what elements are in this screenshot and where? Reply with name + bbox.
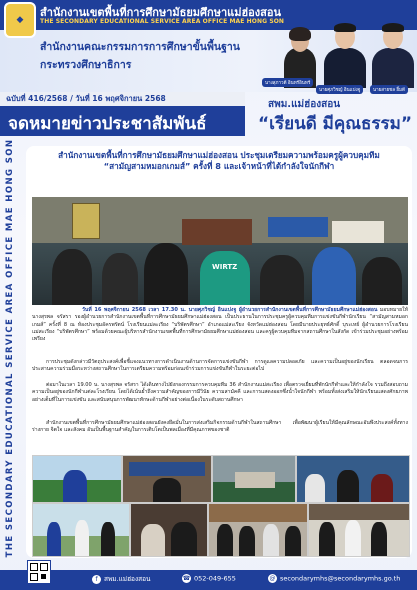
photo-thumbnail bbox=[130, 503, 208, 557]
facebook-icon: f bbox=[92, 575, 101, 584]
footer-phone[interactable] bbox=[182, 574, 236, 583]
executive-name-right: นายสายชล ยิ้มดี bbox=[370, 85, 408, 94]
article-paragraph-4: สำนักงานเขตพื้นที่การศึกษามัธยมศึกษาแม่ฮ่องสอนยังคงยึดมั่นในการส่งเสริมกิจกรรมด้านกีฬาในสถานศึกษา เพื่อพัฒนาผู้เรียนให้มีคุณลักษณะอันพึงประสงค์ทั้งทางร่างกาย จิตใจ และสังคม อันเป็นพื้นฐานสำคัญในการเติบโตเป็นพลเมืองที่มีคุณภาพของชาติ bbox=[32, 420, 408, 434]
headline-line-2: “สามัญสามหมอกเกมส์” ครั้งที่ 8 และเจ้าหน้าที่ได้กำลังใจนักกีฬา bbox=[103, 161, 335, 171]
article-paragraph-1 bbox=[32, 307, 408, 343]
side-text: THE SECONDARY EDUCATIONAL SERVICE AREA OFFICE MAE HONG SON bbox=[5, 138, 15, 558]
obec-name: สำนักงานคณะกรรมการการศึกษาขั้นพื้นฐาน bbox=[40, 41, 240, 53]
photo-thumbnail bbox=[32, 455, 122, 503]
footer-email[interactable] bbox=[268, 574, 400, 583]
footer-facebook[interactable] bbox=[92, 574, 150, 584]
side-vertical-text bbox=[1, 138, 19, 558]
article-headline bbox=[32, 150, 406, 172]
office-motto: “เรียนดี มีคุณธรรม” bbox=[258, 114, 413, 134]
photo-thumbnail bbox=[308, 503, 410, 557]
executive-name-center: นายศุภวิชญ์ อินแปงจู bbox=[316, 85, 363, 94]
headline-line-1: สำนักงานเขตพื้นที่การศึกษามัธยมศึกษาแม่ฮ่องสอน ประชุมเตรียมความพร้อมครูผู้ควบคุมทีม bbox=[58, 150, 380, 160]
article-paragraph-1-text: มอบหมายให้ นางสุรพล จรัสรา รองผู้อำนวยการสำนักงานเขตพื้นที่การศึกษามัธยมศึกษาแม่ฮ่องสอน เป็นประธานในการประชุมครูผู้ควบคุมทีมการแข่งขันกีฬานักเรียน “สามัญสามหมอกเกมส์” ครั้งที่ 8 ณ ห้องประชุมอัครพรัตน์ โรงเรียนแม่ละเรียง “บริพัตรศึกษา” อำเภอแม่สะเรียง จังหวัดแม่ฮ่องสอน โดยมีนายประยุทธ์ศักดิ์ บุระเหย์ ผู้อำนวยการโรงเรียนแม่สะเรียง “บริพัตรศึกษา” พร้อมด้วยคณะผู้บริหารสำนักงานเขตพื้นที่การศึกษามัธยมศึกษาแม่ฮ่องสอน และครูผู้ควบคุมทีมจากสถานศึกษาในสังกัด เข้าร่วมประชุมอย่างพร้อมเพรียง bbox=[32, 307, 408, 343]
article-paragraph-3: ต่อมาในเวลา 19.00 น. นางสุรพล จรัสรา ได้เดินทางไปยังกองกรรมการควบคุมทีม 36 สำนักงานแม่สะเรียง เพื่อตรวจเยี่ยมที่พักนักกีฬาและให้กำลังใจ รวมถึงสอบถามความเป็นอยู่ของนักกีฬาแต่ละโรงเรียน โดยได้เน้นย้ำถึงความสำคัญของการมีวินัย ความสามัคคี และการแสดงออกซึ่งน้ำใจนักกีฬา พร้อมทั้งส่งเสริมให้นักเรียนแสดงศักยภาพอย่างเต็มที่ในการแข่งขัน และสนับสนุนการพัฒนาทักษะด้านกีฬาอย่างต่อเนื่องในระดับสถานศึกษา bbox=[32, 382, 408, 403]
newsletter-title: จดหมายข่าวประชาสัมพันธ์ bbox=[8, 114, 207, 134]
footer-email-text: secondarymhs@secondarymhs.go.th bbox=[280, 574, 401, 583]
office-name-thai: สำนักงานเขตพื้นที่การศึกษามัธยมศึกษาแม่ฮ่องสอน bbox=[40, 6, 282, 19]
facebook-page-name: สพม.แม่ฮ่องสอน bbox=[268, 99, 341, 110]
main-photo: WIRTZ bbox=[32, 197, 408, 305]
footer-phone-text: 052-049-655 bbox=[194, 574, 236, 583]
issue-number: ฉบับที่ 416/2568 / วันที่ 16 พฤศจิกายน 2568 bbox=[6, 94, 166, 103]
photo-thumbnail bbox=[212, 455, 296, 503]
footer-facebook-text: สพม.แม่ฮ่องสอน bbox=[104, 575, 151, 583]
ministry-name: กระทรวงศึกษาธิการ bbox=[40, 59, 132, 71]
office-name-english: THE SECONDARY EDUCATIONAL SERVICE AREA OFFICE MAE HONG SON bbox=[40, 18, 285, 25]
phone-icon: ☎ bbox=[182, 575, 191, 582]
photo-thumbnail bbox=[208, 503, 308, 557]
photo-thumbnail bbox=[122, 455, 212, 503]
office-logo-icon: ◆ bbox=[4, 2, 36, 38]
email-icon: @ bbox=[269, 575, 276, 582]
qr-code-icon bbox=[27, 560, 51, 584]
article-paragraph-2: การประชุมดังกล่าวมีวัตถุประสงค์เพื่อชี้แจงแนวทางการดำเนินงานด้านการจัดการแข่งขันกีฬา การดูแลความปลอดภัย และความเป็นอยู่ของนักเรียน ตลอดจนการประสานความร่วมมือระหว่างสถานศึกษาในการเตรียมความพร้อมก่อนเข้าร่วมการแข่งขันกีฬาในระยะต่อไป bbox=[32, 359, 408, 373]
photo-thumbnail bbox=[32, 503, 130, 557]
photo-thumbnail bbox=[296, 455, 410, 503]
executive-name-left: นางสุภาวดี อินทร์อินทร์ bbox=[262, 78, 313, 87]
article-lead: วันที่ 16 พฤศจิกายน 2568 เวลา 17.30 น. นายศุภวิชญ์ อินแปงจู ผู้อำนวยการสำนักงานเขตพื้นที่การศึกษามัธยมศึกษาแม่ฮ่องสอน bbox=[82, 307, 378, 313]
